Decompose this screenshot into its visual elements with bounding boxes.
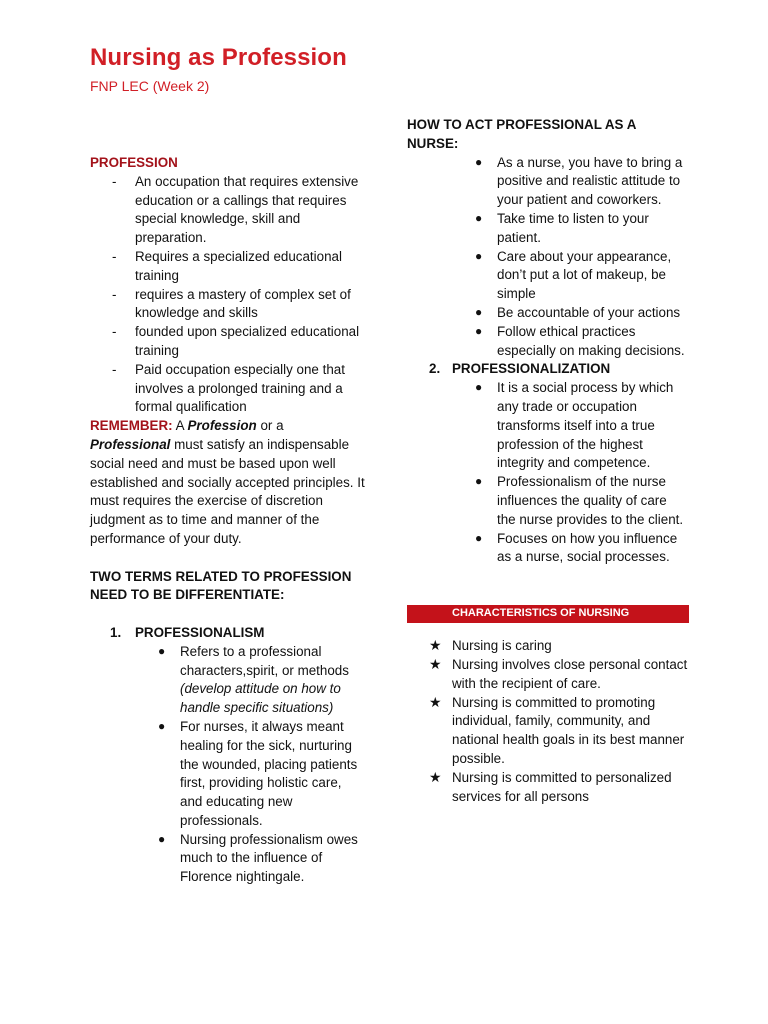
- dash-marker: -: [112, 173, 117, 189]
- bullet-marker: ●: [158, 718, 166, 733]
- list-item: - Requires a specialized educational training: [112, 248, 342, 283]
- act-professional-list: [407, 154, 689, 361]
- dash-marker: -: [112, 286, 117, 302]
- bullet-marker: ●: [475, 304, 483, 319]
- bullet-marker: ●: [475, 154, 483, 169]
- list-item: ● Professionalism of the nurse influences the quality of care the nurse provides to the client.: [475, 474, 684, 527]
- star-icon: ★: [429, 655, 442, 672]
- list-item: ★ Nursing is committed to promoting individual, family, community, and national health goals in its best manner possible.: [429, 693, 685, 766]
- list-item: ● Follow ethical practices especially on making decisions.: [475, 323, 685, 358]
- characteristics-list: [407, 637, 689, 806]
- list-item: ● Focuses on how you influence as a nurse, social processes.: [475, 530, 678, 565]
- professionalism-list: [90, 643, 365, 887]
- professionalization-list: [407, 379, 689, 567]
- professionalism-heading: 1. PROFESSIONALISM: [110, 624, 265, 640]
- left-column: [90, 154, 365, 887]
- dash-marker: -: [112, 248, 117, 264]
- list-item: ● Nursing professionalism owes much to the influence of Florence nightingale.: [158, 831, 358, 885]
- list-item: ★ Nursing is caring: [429, 637, 552, 654]
- professionalization-heading: 2. PROFESSIONALIZATION: [429, 361, 611, 377]
- list-item: ● For nurses, it always meant healing for the sick, nurturing the wounded, placing patients first, providing holistic care, and educating new professionals.: [158, 718, 358, 828]
- list-item: ● Care about your appearance, don’t put a lot of makeup, be simple: [475, 248, 672, 302]
- dash-marker: -: [112, 324, 117, 340]
- list-item: - An occupation that requires extensive education or a callings that requires special knowledge, skill and preparation.: [112, 173, 359, 246]
- bullet-marker: ●: [158, 831, 166, 846]
- bullet-marker: ●: [158, 643, 166, 658]
- act-professional-heading: HOW TO ACT PROFESSIONAL AS A NURSE:: [407, 117, 636, 151]
- list-item: ★ Nursing is committed to personalized services for all persons: [429, 768, 672, 804]
- profession-heading: PROFESSION: [90, 155, 178, 170]
- star-icon: ★: [429, 768, 442, 785]
- remember-paragraph: REMEMBER: A Profession or a Professional must satisfy an indispensable social need and must be based upon well established and socially accepted principles. It must requires the exercise of discretion judgment as to time and manner of the performance of your duty.: [90, 418, 365, 546]
- list-item: ★ Nursing involves close personal contact with the recipient of care.: [429, 655, 688, 691]
- characteristics-banner: CHARACTERISTICS OF NURSING: [407, 605, 689, 623]
- bullet-marker: ●: [475, 530, 483, 545]
- remember-label: REMEMBER:: [90, 418, 173, 434]
- profession-list: [90, 173, 365, 417]
- list-item: - requires a mastery of complex set of knowledge and skills: [112, 286, 351, 321]
- dash-marker: -: [112, 361, 117, 377]
- star-icon: ★: [429, 693, 442, 710]
- list-item: ● Take time to listen to your patient.: [475, 210, 649, 245]
- page-subtitle: FNP LEC (Week 2): [90, 78, 210, 94]
- list-item: - Paid occupation especially one that involves a prolonged training and a formal qualification: [112, 361, 345, 415]
- list-item: ● As a nurse, you have to bring a positive and realistic attitude to your patient and coworkers.: [475, 154, 683, 208]
- star-icon: ★: [429, 637, 442, 654]
- list-item: ● It is a social process by which any trade or occupation transforms itself into a true profession of the highest integrity and competence.: [475, 380, 674, 471]
- list-item: ● Refers to a professional characters,spirit, or methods (develop attitude on how to handle specific situations): [158, 643, 349, 716]
- bullet-marker: ●: [475, 474, 483, 489]
- page-title: Nursing as Profession: [90, 44, 347, 71]
- bullet-marker: ●: [475, 210, 483, 225]
- bullet-marker: ●: [475, 248, 483, 263]
- bullet-marker: ●: [475, 323, 483, 338]
- bullet-marker: ●: [475, 380, 483, 395]
- list-item: ● Be accountable of your actions: [475, 304, 681, 320]
- list-item: - founded upon specialized educational training: [112, 324, 360, 358]
- right-column: [407, 116, 689, 806]
- two-terms-heading: TWO TERMS RELATED TO PROFESSION NEED TO BE DIFFERENTIATE:: [90, 568, 352, 603]
